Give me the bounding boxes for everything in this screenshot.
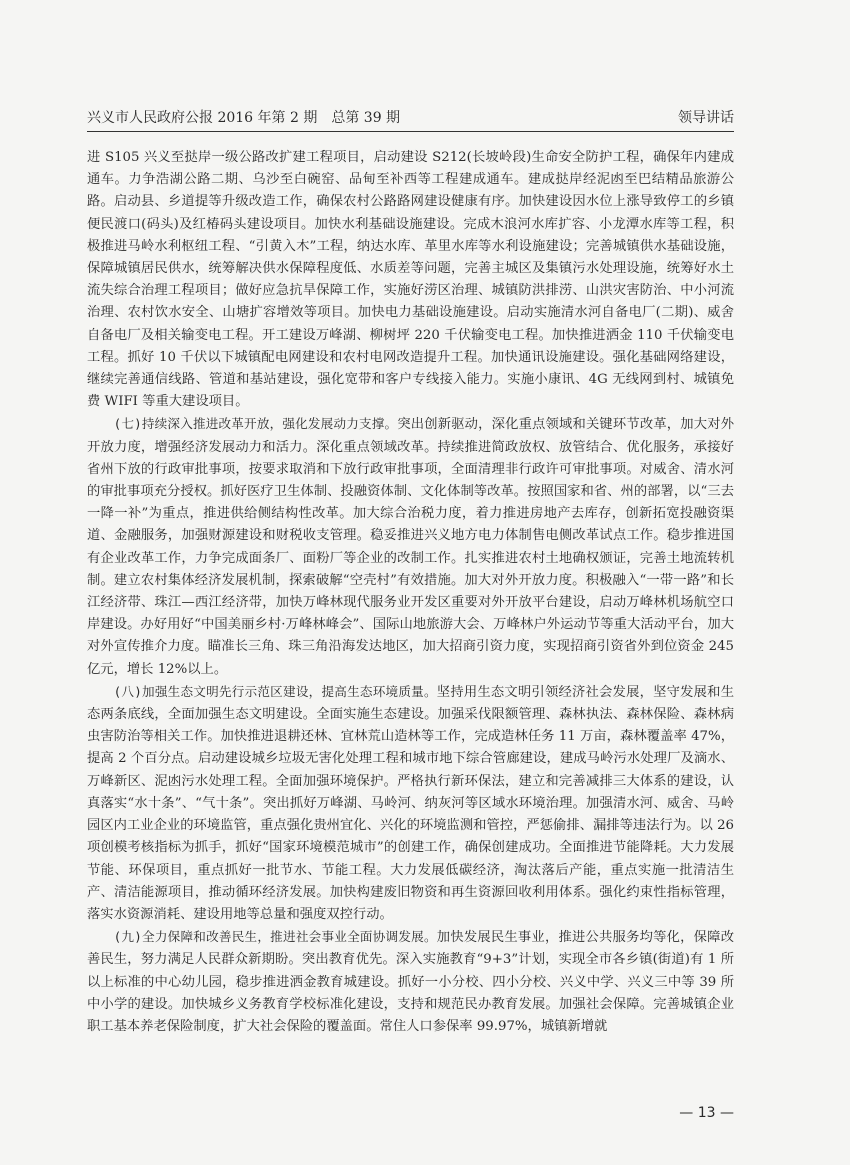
paragraph-text: 进 S105 兴义至挞岸一级公路改扩建工程项目，启动建设 S212(长坡岭段)生命安全防护工程，确保年内建成通车。力争浩湖公路二期、乌沙至白碗窑、品甸至补西等工程建成通车。建成挞岸经泥凼至巴结精品旅游公路。启动县、乡道提等升级改造工作，确保农村公路路网建设健康有序。加快建设因水位上涨导致停工的乡镇便民渡口(码头)及红椿码头建设项目。加快水利基础设施建设。完成木浪河水库扩容、小龙潭水库等工程，积极推进马岭水利枢纽工程、“引黄入木”工程，纳达水库、革里水库等水利设施建设；完善城镇供水基础设施，保障城镇居民供水，统筹解决供水保障程度低、水质差等问题，完善主城区及集镇污水处理设施，统筹好水土流失综合治理工程项目；做好应急抗旱保障工作，实施好涝区治理、城镇防洪排涝、山洪灾害防治、中小河流治理、农村饮水安全、山塘扩容增效等项目。加快电力基础设施建设。启动实施清水河自备电厂(二期)、威舍自备电厂及相关输变电工程。开工建设万峰湖、柳树坪 220 千伏输变电工程。加快推进洒金 110 千伏输变电工程。抓好 10 千伏以下城镇配电网建设和农村电网改造提升工程。加快通讯设施建设。强化基础网络建设，继续完善通信线路、管道和基站建设，强化宽带和客户专线接入能力。实施小康讯、4G 无线网到村、城镇免费 WIFI 等重大建设项目。 — [87, 150, 734, 410]
section-heading: (八)加强生态文明先行示范区建设，提高生态环境质量。 — [113, 683, 437, 699]
paragraph-text: 突出创新驱动，深化重点领域和关键环节改革，加大对外开放力度，增强经济发展动力和活力。深化重点领域改革。持续推进简政放权、放管结合、优化服务，承接好省州下放的行政审批事项，按要求取消和下放行政审批事项，全面清理非行政许可审批事项。对威舍、清水河的审批事项充分授权。抓好医疗卫生体制、投融资体制、文化体制等改革。按照国家和省、州的部署，以“三去一降一补”为重点，推进供给侧结构性改革。加大综合治税力度，着力推进房地产去库存，创新拓宽投融资渠道、金融服务，加强财源建设和财税收支管理。稳妥推进兴义地方电力体制售电侧改革试点工作。稳步推进国有企业改革工作，力争完成面条厂、面粉厂等企业的改制工作。扎实推进农村土地确权颁证，完善土地流转机制。建立农村集体经济发展机制，探索破解“空壳村”有效措施。加大对外开放力度。积极融入“一带一路”和长江经济带、珠江—西江经济带，加快万峰林现代服务业开发区重要对外开放平台建设，启动万峰林机场航空口岸建设。办好用好“中国美丽乡村·万峰林峰会”、国际山地旅游大会、万峰林户外运动节等重大活动平台，加大对外宣传推介力度。瞄准长三角、珠三角沿海发达地区，加大招商引资力度，实现招商引资省外到位资金 245 亿元，增长 12%以上。 — [87, 417, 734, 677]
section-heading: (九)全力保障和改善民生，推进社会事业全面协调发展。 — [113, 929, 437, 945]
page-header — [87, 107, 734, 129]
publication-title: 兴义市人民政府公报 2016 年第 2 期 总第 39 期 — [87, 110, 401, 126]
paragraph-section-8 — [87, 681, 734, 926]
section-heading: (七)持续深入推进改革开放，强化发展动力支撑。 — [113, 416, 398, 432]
paragraph-section-7 — [87, 413, 734, 680]
section-label: 领导讲话 — [678, 110, 734, 126]
paragraph-text: 坚持用生态文明引领经济社会发展，坚守发展和生态两条底线，全面加强生态文明建设。全面实施生态建设。加强采伐限额管理、森林执法、森林保险、森林病虫害防治等相关工作。加快推进退耕还林、宜林荒山造林等工作，完成造林任务 11 万亩，森林覆盖率 47%，提高 2 个百分点。启动建设城乡垃圾无害化处理工程和城市地下综合管廊建设，建成马岭污水处理厂及滴水、万峰新区、泥凼污水处理工程。全面加强环境保护。严格执行新环保法，建立和完善减排三大体系的建设，认真落实“水十条”、“气十条”。突出抓好万峰湖、马岭河、纳灰河等区域水环境治理。加强清水河、威舍、马岭园区内工业企业的环境监管，重点强化贵州宜化、兴化的环境监测和管控，严惩偷排、漏排等违法行为。以 26 项创模考核指标为抓手，抓好“国家环境模范城市”的创建工作，确保创建成功。全面推进节能降耗。大力发展节能、环保项目，重点抓好一批节水、节能工程。大力发展低碳经济，淘汰落后产能，重点实施一批清洁生产、清洁能源项目，推动循环经济发展。加快构建废旧物资和再生资源回收利用体系。强化约束性指标管理，落实水资源消耗、建设用地等总量和强度双控行动。 — [87, 684, 734, 922]
article-body — [87, 147, 734, 1038]
paragraph-text: 加快发展民生事业，推进公共服务均等化，保障改善民生，努力满足人民群众新期盼。突出教育优先。深入实施教育“9+3”计划，实现全市各乡镇(街道)有 1 所以上标准的中心幼儿园，稳步推进洒金教育城建设。抓好一小分校、四小分校、兴义中学、兴义三中等 39 所中小学的建设。加快城乡义务教育学校标准化建设，支持和规范民办教育发展。加强社会保障。完善城镇企业职工基本养老保险制度，扩大社会保险的覆盖面。常住人口参保率 99.97%，城镇新增就 — [87, 930, 734, 1034]
header-rule — [87, 131, 734, 132]
page-number: — 13 — — [679, 1105, 734, 1121]
paragraph-continued — [87, 147, 734, 413]
paragraph-section-9 — [87, 926, 734, 1038]
